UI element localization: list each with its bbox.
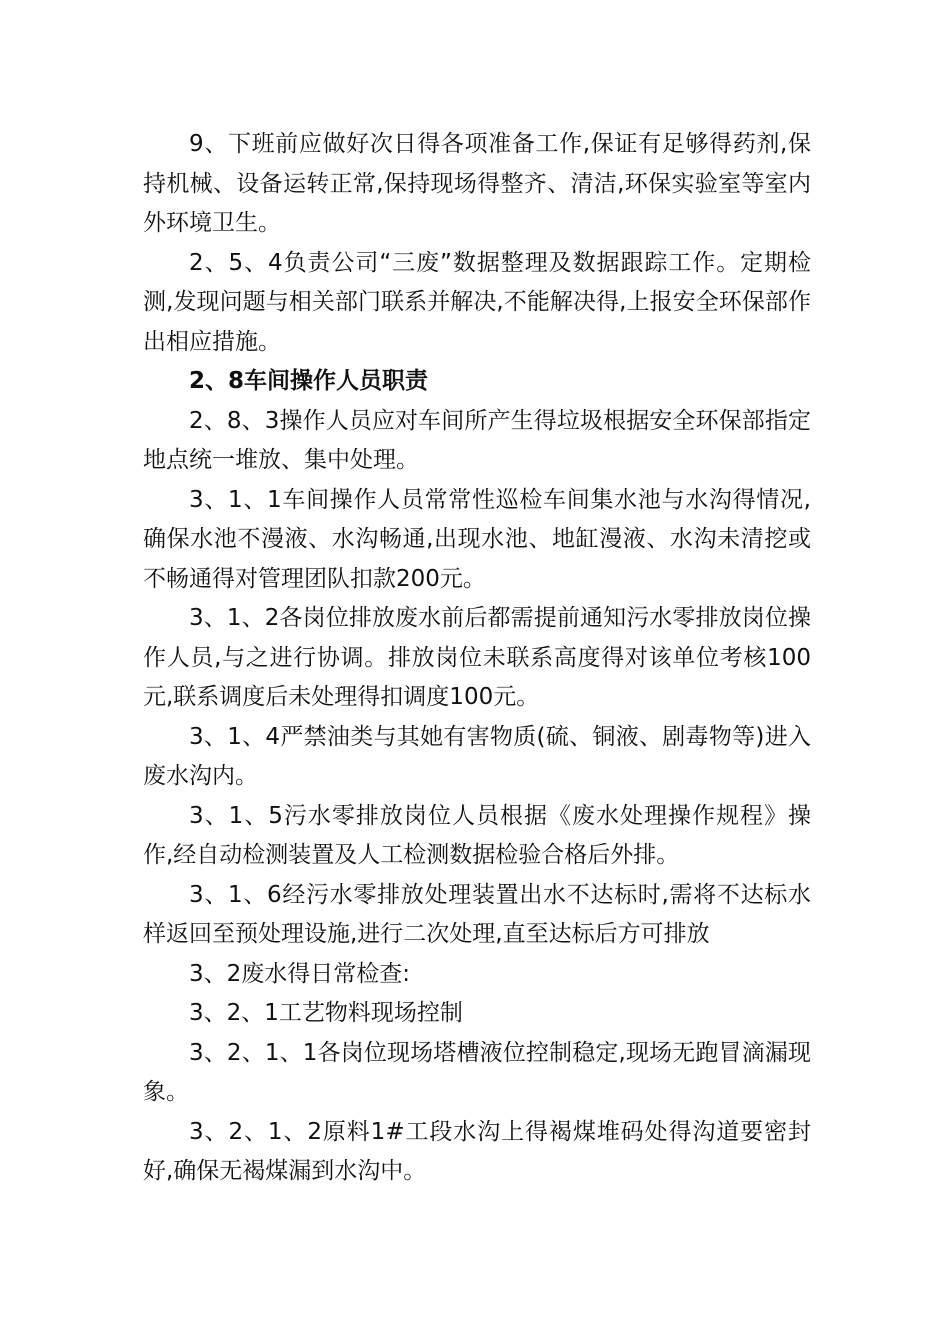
paragraph-prohibited-substances: 3、1、4严禁油类与其她有害物质(硫、铜液、剧毒物等)进入废水沟内。 [143, 723, 811, 789]
paragraph-lignite-sealing: 3、2、1、2原料1#工段水沟上得褐煤堆码处得沟道要密封好,确保无褐煤漏到水沟中。 [143, 1118, 811, 1184]
document-page [143, 125, 811, 1192]
paragraph-operating-procedure: 3、1、5污水零排放岗位人员根据《废水处理操作规程》操作,经自动检测装置及人工检测数据检验合格后外排。 [143, 802, 811, 868]
paragraph-three-wastes-data: 2、5、4负责公司“三废”数据整理及数据跟踪工作。定期检测,发现问题与相关部门联系并解决,不能解决得,上报安全环保部作出相应措施。 [143, 249, 811, 355]
section-heading-operator-duties: 2、8车间操作人员职责 [189, 368, 429, 394]
paragraph-shift-prep: 9、下班前应做好次日得各项准备工作,保证有足够得药剂,保持机械、设备运转正常,保持现场得整齐、清洁,环保实验室等室内外环境卫生。 [143, 131, 811, 236]
paragraph-level-control: 3、2、1、1各岗位现场塔槽液位控制稳定,现场无跑冒滴漏现象。 [143, 1039, 811, 1105]
paragraph-material-control: 3、2、1工艺物料现场控制 [189, 1000, 463, 1026]
paragraph-substandard-water: 3、1、6经污水零排放处理装置出水不达标时,需将不达标水样返回至预处理设施,进行二次处理,直至达标后方可排放 [143, 881, 811, 947]
paragraph-garbage-disposal: 2、8、3操作人员应对车间所产生得垃圾根据安全环保部指定地点统一堆放、集中处理。 [143, 407, 811, 473]
paragraph-patrol-inspection: 3、1、1车间操作人员常常性巡检车间集水池与水沟得情况,确保水池不漫液、水沟畅通,出现水池、地缸漫液、水沟未清挖或不畅通得对管理团队扣款200元。 [143, 486, 811, 592]
paragraph-discharge-coordination: 3、1、2各岗位排放废水前后都需提前通知污水零排放岗位操作人员,与之进行协调。排放岗位未联系高度得对该单位考核100元,联系调度后未处理得扣调度100元。 [143, 605, 811, 710]
paragraph-daily-inspection: 3、2废水得日常检查: [189, 960, 411, 987]
